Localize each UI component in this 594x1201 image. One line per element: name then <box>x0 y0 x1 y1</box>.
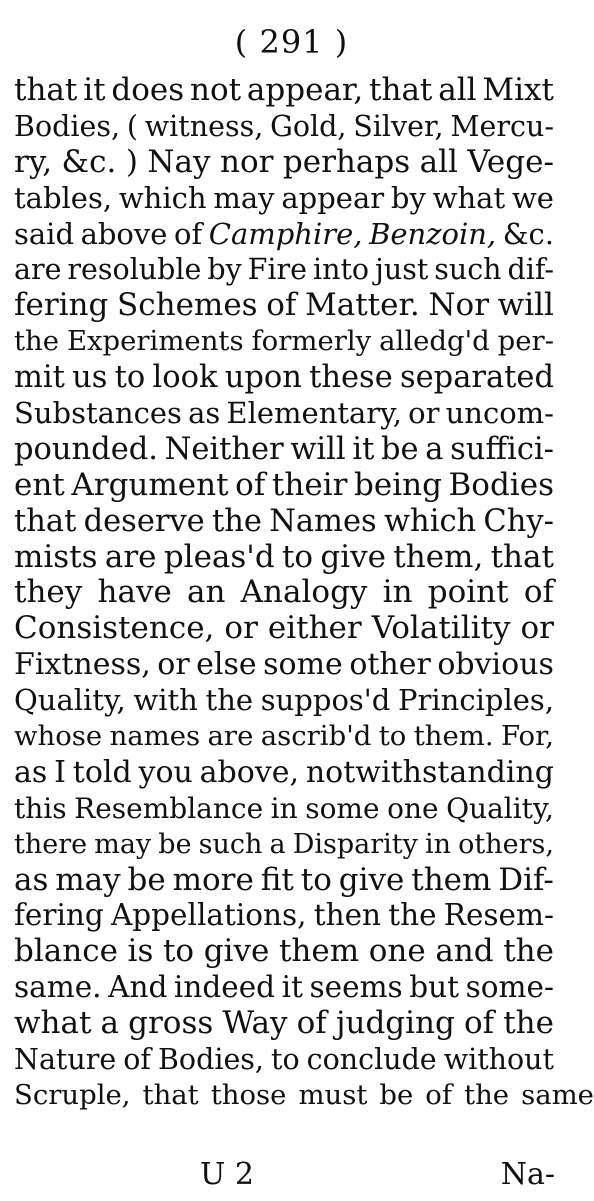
text-line: are resoluble by Fire into just such dif- <box>14 253 554 287</box>
text-line: Bodies, ( witness, Gold, Silver, Mercu- <box>14 109 554 143</box>
text-line: Consistence, or either Volatility or <box>14 610 554 647</box>
text-line: Nature of Bodies, to conclude without <box>14 1043 554 1077</box>
text-line: this Resemblance in some one Quality, <box>14 791 554 825</box>
text-line: as I told you above, notwithstanding <box>14 754 554 790</box>
text-line: ent Argument of their being Bodies <box>14 466 554 503</box>
body-text <box>14 72 594 1114</box>
text-line: that deserve the Names which Chy- <box>14 503 554 539</box>
text-line: Fixtness, or else some other obvious <box>14 647 554 683</box>
text-line: blance is to give them one and the <box>14 933 554 970</box>
text-line: whose names are ascrib'd to them. For, <box>14 720 554 753</box>
text-line: what a gross Way of judging of the <box>14 1005 554 1042</box>
text-line: that it does not appear, that all Mixt <box>14 72 554 108</box>
text-line: Scruple, that those must be of the same <box>14 1078 594 1111</box>
text-line: Quality, with the suppos'd Principles, <box>14 683 554 718</box>
text-line: there may be such a Disparity in others, <box>14 828 554 860</box>
text-line: the Experiments formerly alledg'd per- <box>14 325 554 358</box>
text-line: fering Schemes of Matter. Nor will <box>14 287 554 324</box>
text-line: fering Appellations, then the Resem- <box>14 898 554 933</box>
text-line: pounded. Neither will it be a suffici- <box>14 431 554 467</box>
text-line: Substances as Elementary, or uncom- <box>14 396 554 431</box>
text-line: mists are pleas'd to give them, that <box>14 538 554 575</box>
catchword: Na- <box>500 1157 555 1192</box>
signature-mark: U 2 <box>200 1157 254 1192</box>
text-line: ry, &c. ) Nay nor perhaps all Vege- <box>14 143 554 180</box>
text-line: same. And indeed it seems but some- <box>14 970 554 1005</box>
text-line: as may be more fit to give them Dif- <box>14 861 554 898</box>
text-line: mit us to look upon these separated <box>14 360 554 396</box>
text-line: they have an Analogy in point of <box>14 574 554 611</box>
text-line: said above of Camphire, Benzoin, &c. <box>14 216 554 251</box>
text-line: tables, which may appear by what we <box>14 180 554 215</box>
page-footer <box>0 1155 583 1195</box>
page-number: ( 291 ) <box>234 23 349 61</box>
